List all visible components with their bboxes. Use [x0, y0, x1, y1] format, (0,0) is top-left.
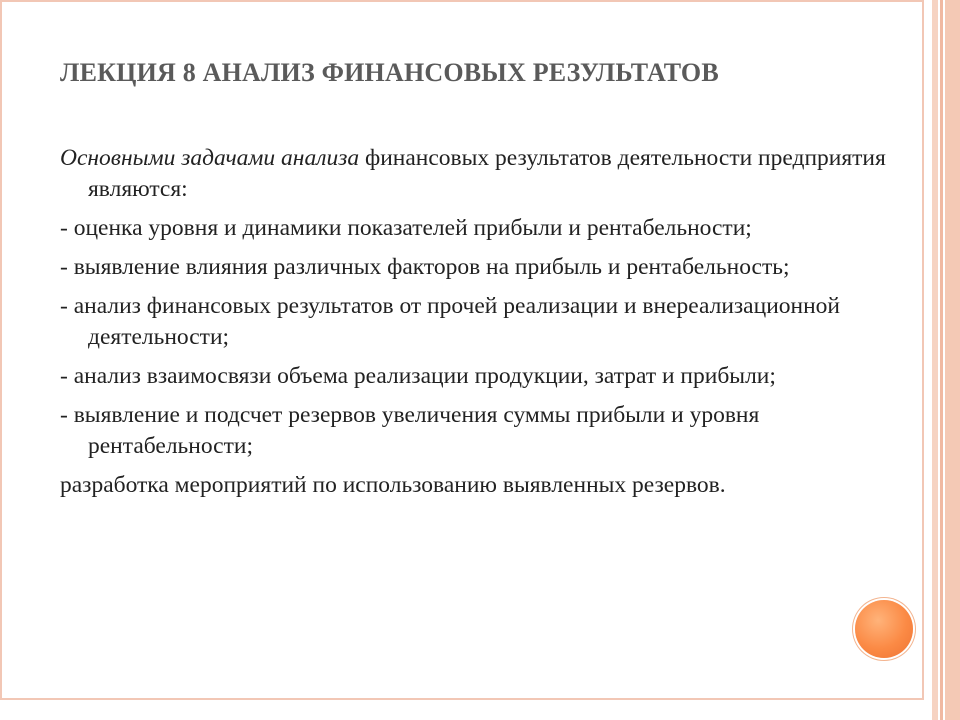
task-item: - оценка уровня и динамики показателей прибыли и рентабельности;: [60, 215, 752, 241]
task-item: - выявление и подсчет резервов увеличения суммы прибыли и уровня рентабельности;: [60, 402, 760, 459]
decorative-orange-circle: [855, 600, 913, 658]
intro-paragraph: [60, 143, 890, 205]
decorative-stripe: [945, 0, 960, 720]
slide-title: ЛЕКЦИЯ 8 АНАЛИЗ ФИНАНСОВЫХ РЕЗУЛЬТАТОВ: [60, 58, 719, 87]
decorative-stripe: [932, 0, 938, 720]
intro-italic: Основными задачами анализа: [60, 145, 360, 171]
task-item: разработка мероприятий по использованию выявленных резервов.: [60, 472, 726, 498]
task-item: - выявление влияния различных факторов на прибыль и рентабельность;: [60, 254, 790, 280]
decorative-stripe: [940, 0, 943, 720]
task-item: - анализ взаимосвязи объема реализации продукции, затрат и прибыли;: [60, 363, 776, 389]
slide-body: [60, 143, 890, 509]
task-item: - анализ финансовых результатов от прочей реализации и внереализационной деятельности;: [60, 293, 840, 350]
intro-rest: финансовых результатов деятельности предприятия являются:: [88, 145, 886, 202]
